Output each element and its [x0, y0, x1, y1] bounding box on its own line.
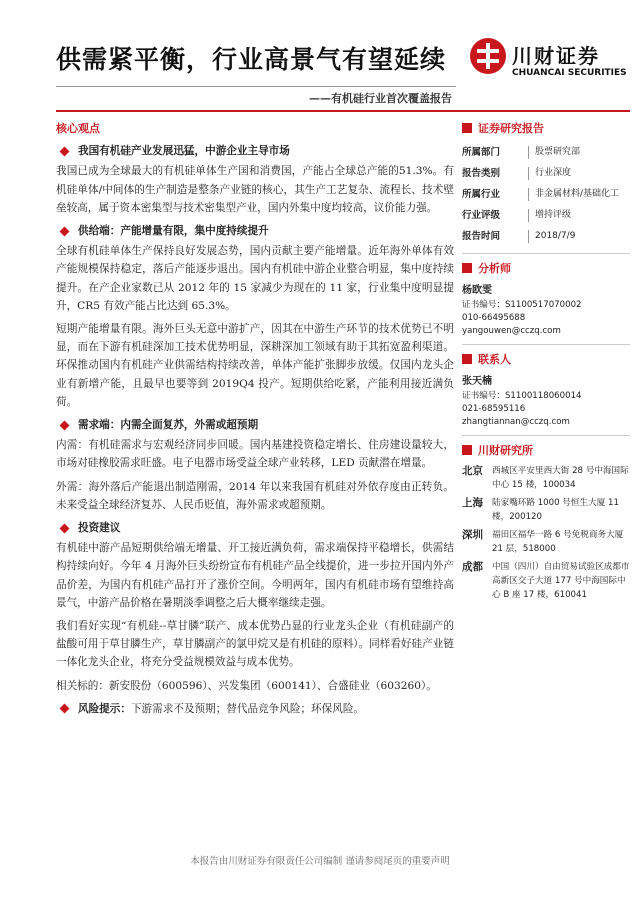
diamond-bullet-icon	[60, 146, 70, 156]
body-paragraph: 外需：海外落后产能退出制造刚需，2014 年以来我国有机硅对外依存度由正转负。未来受益全球经济复苏、人民币贬值，海外需求或超预期。	[56, 480, 454, 511]
contact-email[interactable]: zhangtiannan@cczq.com	[462, 417, 570, 427]
contact-name: 张天楠	[462, 376, 492, 387]
contact-phone: 021-68595116	[462, 404, 526, 414]
core-view-heading: 核心观点	[56, 122, 100, 135]
header-red-rule	[56, 110, 630, 112]
sidebar	[462, 120, 630, 602]
sidebar-divider	[462, 344, 630, 345]
related-stocks: 相关标的：新安股份（600596）、兴发集团（600141）、合盛硅业（603260）。	[56, 679, 437, 692]
sidebar-divider	[462, 435, 630, 436]
body-paragraph: 有机硅中游产品短期供给端无增量、开工接近满负荷，需求端保持平稳增长，供需结构持续向好。今年 4 月海外巨头纷纷宣布有机硅产品全线提价，进一步拉开国内外产品价差，为国内有机硅产品打开了涨价空间。今明两年，国内有机硅市场有望维持高景气，中游产品价格在暑期淡季调整之后大概率继续走强。	[56, 542, 454, 609]
contact-block	[462, 375, 630, 429]
title-divider	[56, 86, 456, 87]
contact-heading: 联系人	[462, 351, 630, 367]
risk-text: 下游需求不及预期；替代品竞争风险；环保风险。	[130, 702, 365, 715]
info-row: 行业评级 增持评级	[462, 205, 630, 226]
diamond-bullet-icon	[60, 420, 70, 430]
institute-address: 成都 中国（四川）自由贸易试验区成都市高新区交子大道 177 号中海国际中心 B 座 17 楼，610041	[462, 561, 630, 600]
bullet-heading: 需求端：内需全面复苏，外需或超预期	[56, 416, 454, 434]
main-content	[56, 120, 454, 720]
report-title: 供需紧平衡，行业高景气有望延续	[56, 45, 447, 74]
body-paragraph: 我们看好实现“有机硅--草甘膦”联产、成本优势凸显的行业龙头企业（有机硅副产的盐酸可用于草甘膦生产，草甘膦副产的氯甲烷又是有机硅的原料）。同样看好硅产业链一体化龙头企业，将充分受益规模效益与成本优势。	[56, 620, 454, 669]
body-paragraph: 短期产能增量有限。海外巨头无意中游扩产，因其在中游生产环节的技术优势已不明显，而在下游有机硅深加工技术优势明显，深耕深加工领域有助于其拓宽盈利渠道。环保推动国内有机硅产业供需结构持续改善，单体产能扩张脚步放缓。仅国内龙头企业有新增产能，且最早也要等到 2019Q4 投产。短期供给吃紧，产能利用接近满负荷。	[56, 323, 454, 408]
bullet-heading: 供给端：产能增量有限，集中度持续提升	[56, 222, 454, 240]
report-type-heading: 证券研究报告	[462, 120, 630, 136]
report-subtitle: ——有机硅行业首次覆盖报告	[309, 92, 452, 105]
diamond-bullet-icon	[60, 226, 70, 236]
info-row: 报告类别 行业深度	[462, 163, 630, 184]
square-bullet-icon	[462, 445, 472, 455]
body-paragraph: 内需：有机硅需求与宏观经济同步回暖。国内基建投资稳定增长、住房建设量较大，市场对硅橡胶需求旺盛。电子电器市场受益全球产业转移，LED 贡献潜在增量。	[56, 439, 454, 470]
info-row: 所属部门 股票研究部	[462, 142, 630, 163]
square-bullet-icon	[462, 263, 472, 273]
logo-name-cn: 川财证券	[512, 44, 600, 68]
body-paragraph: 全球有机硅单体生产保持良好发展态势，国内贡献主要产能增量。近年海外单体有效产能规模保持稳定，落后产能逐步退出。国内有机硅中游企业整合明显，集中度持续提升。在产企业家数已从 2012 年的 15 家减少为现在的 11 家，行业集中度明显提升，CR5 有效产能占比达到 65.3%。	[56, 245, 454, 312]
institute-address: 北京 西城区平安里西大街 28 号中海国际中心 15 楼，100034	[462, 465, 629, 490]
square-bullet-icon	[462, 123, 472, 133]
institute-heading: 川财研究所	[462, 442, 630, 458]
risk-label: 风险提示：	[78, 702, 131, 715]
info-row: 所属行业 非金属材料/基础化工	[462, 184, 630, 205]
square-bullet-icon	[462, 354, 472, 364]
institute-address: 上海 陆家嘴环路 1000 号恒生大厦 11 楼，200120	[462, 497, 619, 522]
risk-warning	[56, 700, 454, 718]
diamond-bullet-icon	[60, 523, 70, 533]
contact-cert: 证书编号：S1100118060014	[462, 391, 582, 401]
analyst-phone: 010-66495688	[462, 313, 526, 323]
analyst-email[interactable]: yangouwen@cczq.com	[462, 326, 561, 336]
analyst-heading: 分析师	[462, 260, 630, 276]
footer-disclaimer: 本报告由川财证券有限责任公司编制 谨请参阅尾页的重要声明	[190, 856, 450, 867]
analyst-block	[462, 284, 630, 338]
info-row: 报告时间 2018/7/9	[462, 226, 630, 247]
analyst-cert: 证书编号：S1100517070002	[462, 300, 582, 310]
body-paragraph: 我国已成为全球最大的有机硅单体生产国和消费国，产能占全球总产能的51.3%。有机硅单体/中间体的生产制造是整条产业链的核心，其生产工艺复杂、流程长、技术壁垒较高，属于资本密集型与技术密集型产业，国内外集中度均较高，议价能力强。	[56, 165, 454, 214]
sidebar-divider	[462, 253, 630, 254]
company-logo	[470, 38, 630, 88]
company-logo-mark-icon	[470, 38, 506, 74]
bullet-heading: 我国有机硅产业发展迅猛，中游企业主导市场	[56, 142, 454, 160]
institute-address: 深圳 福田区福华一路 6 号免税商务大厦 21 层，518000	[462, 529, 624, 554]
bullet-heading: 投资建议	[56, 519, 454, 537]
diamond-bullet-icon	[60, 704, 70, 714]
analyst-name: 杨欧雯	[462, 285, 492, 296]
logo-name-en: CHUANCAI SECURITIES	[512, 68, 627, 78]
